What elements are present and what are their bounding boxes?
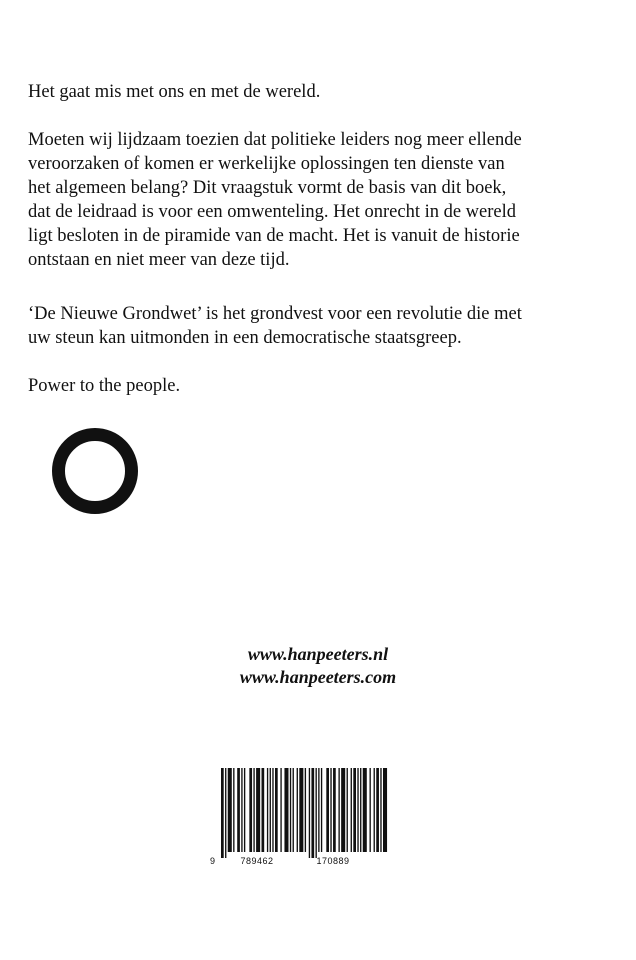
website-link-nl[interactable]: www.hanpeeters.nl: [247, 644, 389, 664]
barcode-bar: [357, 768, 358, 852]
barcode-bar: [311, 768, 314, 858]
barcode-bar: [280, 768, 281, 852]
barcode-bar: [347, 768, 348, 852]
isbn-barcode: [207, 768, 393, 868]
website-links: [0, 643, 636, 689]
body-line: Moeten wij lijdzaam toezien dat politieke leiders nog meer ellende: [28, 130, 522, 150]
barcode-bar: [297, 768, 298, 852]
intro-paragraph: [28, 80, 608, 104]
barcode-bar: [249, 768, 252, 852]
barcode-digits-right: 170889: [316, 856, 350, 866]
barcode-bar: [376, 768, 379, 852]
barcode-bar: [316, 768, 317, 858]
barcode-bar: [256, 768, 260, 852]
barcode-bar: [338, 768, 339, 852]
barcode-bar: [360, 768, 361, 852]
barcode-bar: [237, 768, 240, 852]
body-line: dat de leidraad is voor een omwenteling. Het onrecht in de wereld: [28, 202, 517, 222]
body-paragraph: [28, 128, 608, 272]
barcode-bar: [290, 768, 291, 852]
barcode-graphic: [207, 768, 393, 868]
barcode-bar: [305, 768, 306, 852]
barcode-bar: [330, 768, 331, 852]
intro-line: Het gaat mis met ons en met de wereld.: [28, 82, 321, 102]
body-line: ontstaan en niet meer van deze tijd.: [28, 250, 290, 270]
slogan-paragraph: [28, 374, 608, 398]
barcode-bar: [233, 768, 234, 852]
barcode-bar: [244, 768, 245, 852]
grondwet-line: ‘De Nieuwe Grondwet’ is het grondvest voor een revolutie die met: [28, 304, 522, 324]
circle-ring-icon: [52, 428, 138, 514]
barcode-bar: [353, 768, 356, 852]
barcode-bar: [275, 768, 278, 852]
barcode-bar: [293, 768, 294, 852]
barcode-bar: [326, 768, 329, 852]
barcode-bar: [370, 768, 371, 852]
slogan-line: Power to the people.: [28, 376, 181, 396]
grondwet-paragraph: [28, 302, 608, 350]
barcode-bar: [228, 768, 232, 852]
barcode-bar: [253, 768, 254, 852]
barcode-bar: [321, 768, 322, 852]
barcode-digit-lead: 9: [210, 856, 216, 866]
grondwet-line: uw steun kan uitmonden in een democratische staatsgreep.: [28, 328, 462, 348]
barcode-bar: [363, 768, 367, 852]
barcode-bar: [351, 768, 352, 852]
barcode-digits-left: 789462: [240, 856, 274, 866]
barcode-bar: [262, 768, 265, 852]
body-line: het algemeen belang? Dit vraagstuk vormt de basis van dit boek,: [28, 178, 507, 198]
barcode-bar: [241, 768, 242, 852]
barcode-bar: [272, 768, 273, 852]
barcode-bar: [318, 768, 319, 852]
barcode-bars: [221, 768, 387, 858]
barcode-bar: [221, 768, 224, 858]
barcode-bar: [309, 768, 310, 858]
barcode-bar: [383, 768, 387, 852]
barcode-bar: [299, 768, 303, 852]
barcode-bar: [333, 768, 336, 852]
barcode-bar: [267, 768, 268, 852]
barcode-bar: [380, 768, 381, 852]
body-line: veroorzaken of komen er werkelijke oplossingen ten dienste van: [28, 154, 505, 174]
barcode-bar: [341, 768, 345, 852]
body-line: ligt besloten in de piramide van de macht. Het is vanuit de historie: [28, 226, 520, 246]
barcode-bar: [284, 768, 288, 852]
barcode-bar: [374, 768, 375, 852]
website-link-com[interactable]: www.hanpeeters.com: [239, 667, 397, 687]
barcode-bar: [270, 768, 271, 852]
barcode-bar: [225, 768, 226, 858]
